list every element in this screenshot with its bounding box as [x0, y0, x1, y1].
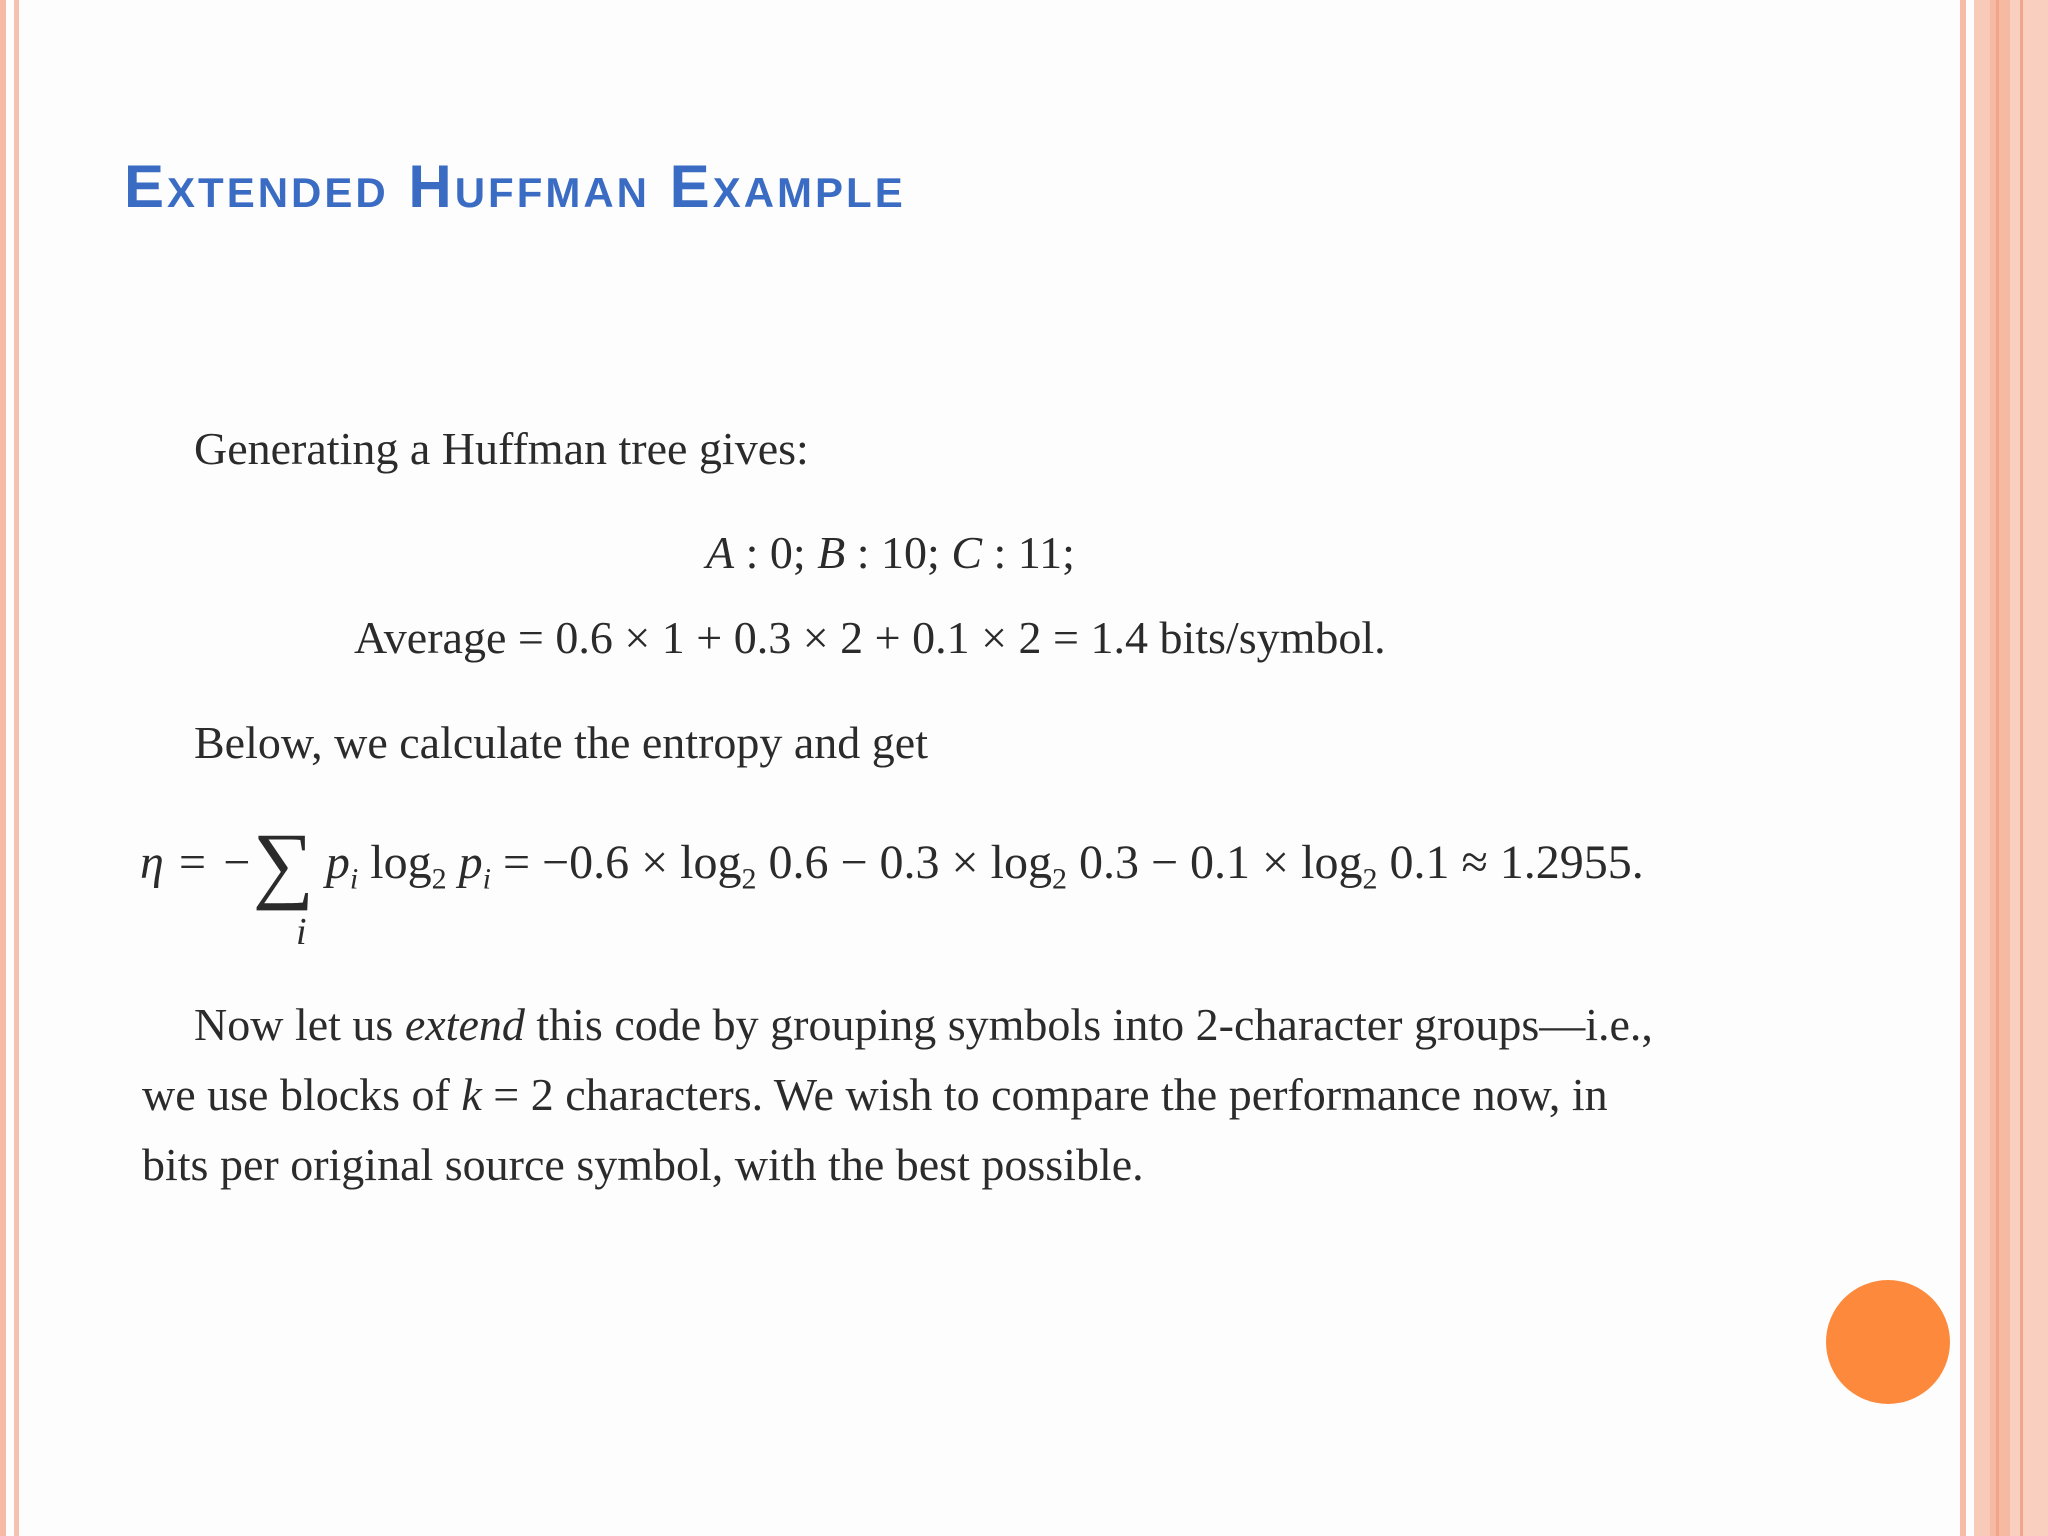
- average-equation: Average = 0.6 × 1 + 0.3 × 2 + 0.1 × 2 = 1.4 bits/symbol.: [354, 612, 1386, 663]
- entropy-intro-text: Below, we calculate the entropy and get: [194, 717, 929, 768]
- sum-index: i: [296, 911, 307, 953]
- code-a: : 0;: [734, 527, 818, 578]
- right-border-band: [1974, 0, 1990, 1536]
- paragraph-line-1: [142, 990, 1653, 1060]
- eta-lhs: η = −: [140, 836, 253, 889]
- right-border-line: [1996, 0, 1999, 1536]
- code-b: : 10;: [845, 527, 952, 578]
- p-subscript: i: [349, 862, 359, 896]
- right-border-line: [2020, 0, 2023, 1536]
- variable-k: k: [461, 1069, 482, 1120]
- rhs-part-3: 0.3 − 0.1 × log: [1066, 836, 1363, 889]
- rhs-part-1: = −0.6 × log: [490, 836, 742, 889]
- accent-dot: [1826, 1280, 1950, 1404]
- left-border-inner: [14, 0, 19, 1536]
- p-subscript-2: i: [482, 862, 491, 896]
- code-c: : 11;: [982, 527, 1075, 578]
- line-2-start: we use blocks of: [142, 1069, 462, 1120]
- right-border-outer: [2010, 0, 2048, 1536]
- log-base: 2: [741, 862, 757, 896]
- right-border-band-dark: [1990, 0, 2010, 1536]
- p-term-2: p: [446, 836, 483, 889]
- rhs-part-4: 0.1 ≈ 1.2955.: [1377, 836, 1644, 889]
- symbol-b: B: [817, 527, 846, 578]
- p-term: p: [325, 836, 350, 889]
- huffman-code-line: [706, 527, 1075, 578]
- log-base: 2: [1362, 862, 1378, 896]
- right-border-inner: [1960, 0, 1966, 1536]
- rhs-part-2: 0.6 − 0.3 × log: [756, 836, 1052, 889]
- line-2-end: = 2 characters. We wish to compare the performance now, in: [481, 1069, 1608, 1120]
- symbol-c: C: [951, 527, 983, 578]
- log-term: log: [358, 836, 432, 889]
- log-base: 2: [1051, 862, 1067, 896]
- extension-paragraph: [142, 990, 1653, 1200]
- entropy-equation: [140, 815, 1644, 911]
- symbol-a: A: [706, 527, 735, 578]
- sum-symbol: ∑: [252, 815, 314, 911]
- slide-title: Extended Huffman Example: [124, 153, 906, 220]
- intro-text: Generating a Huffman tree gives:: [194, 423, 809, 474]
- emphasis-extend: extend: [404, 999, 525, 1050]
- line-1-end: this code by grouping symbols into 2-character groups—i.e.,: [524, 999, 1653, 1050]
- left-border-outer: [0, 0, 6, 1536]
- log-base: 2: [431, 862, 447, 896]
- paragraph-line-2: [142, 1060, 1653, 1130]
- paragraph-line-3: bits per original source symbol, with the best possible.: [142, 1139, 1144, 1190]
- line-1-start: Now let us: [194, 999, 405, 1050]
